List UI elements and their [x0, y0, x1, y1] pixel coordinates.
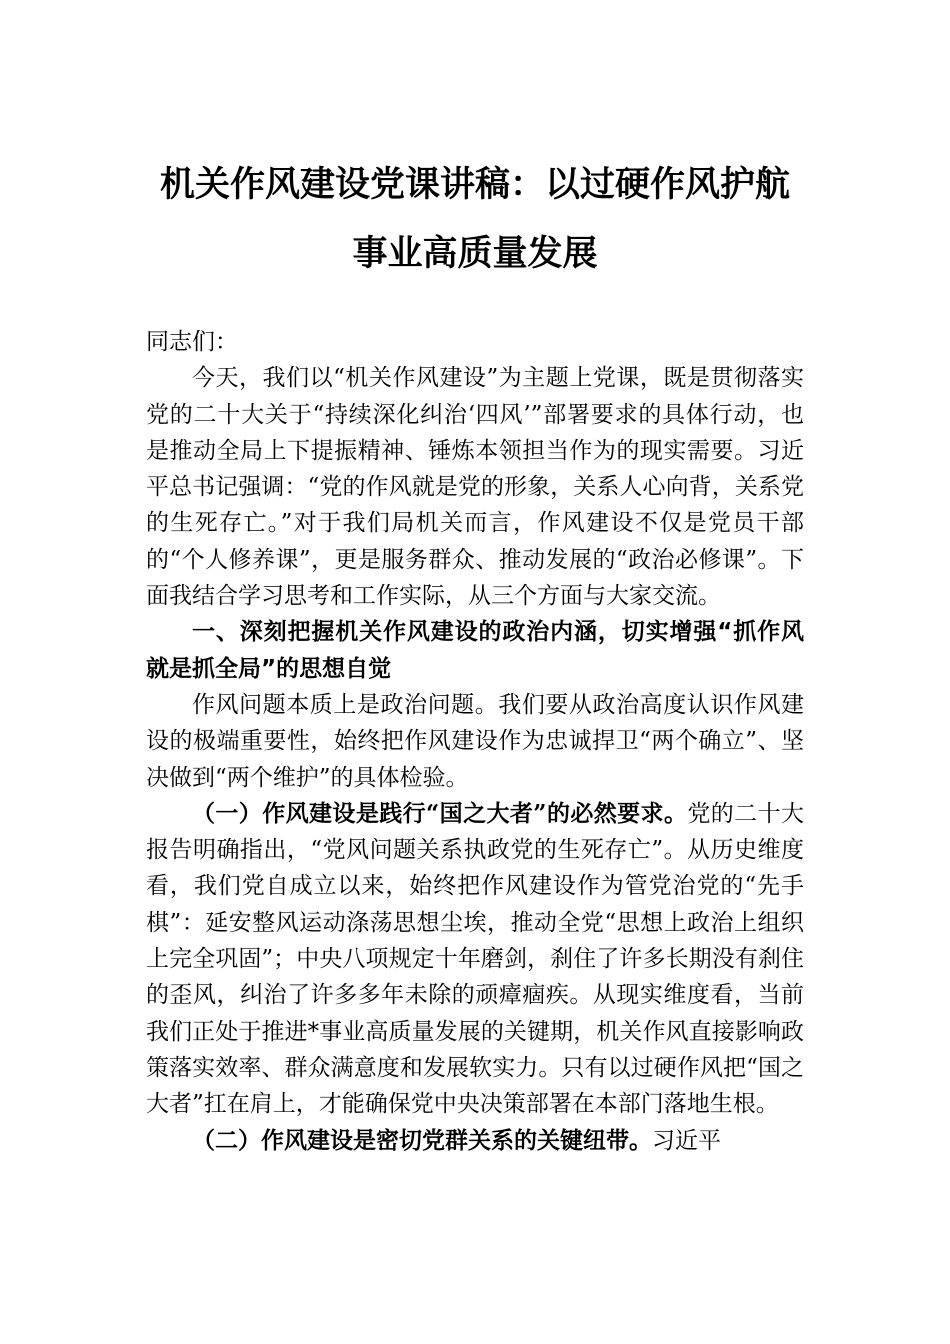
subsection-2-paragraph	[146, 1123, 804, 1159]
salutation: 同志们：	[146, 329, 238, 355]
document-title-line-1: 机关作风建设党课讲稿：以过硬作风护航	[159, 164, 790, 205]
section-1-heading: 一、深刻把握机关作风建设的政治内涵，切实增强“抓作风就是抓全局”的思想自觉	[146, 619, 804, 682]
subsection-1-paragraph	[146, 796, 804, 1123]
subsection-2-text: 习近平	[652, 1127, 721, 1154]
intro-paragraph: 今天，我们以“机关作风建设”为主题上党课，既是贯彻落实党的二十大关于“持续深化纠治‘四风’”部署要求的具体行动，也是推动全局上下提振精神、锤炼本领担当作为的现实需要。习近平总书记强调：“党的作风就是党的形象，关系人心向背，关系党的生死存亡。”对于我们局机关而言，作风建设不仅是党员干部的“个人修养课”，更是服务群众、推动发展的“政治必修课”。下面我结合学习思考和工作实际，从三个方面与大家交流。	[146, 365, 804, 610]
subsection-1-text: 党的二十大报告明确指出，“党风问题关系执政党的生死存亡”。从历史维度看，我们党自成立以来，始终把作风建设作为管党治党的“先手棋”：延安整风运动涤荡思想尘埃，推动全党“思想上政治上组织上完全巩固”；中央八项规定十年磨剑，刹住了许多长期没有刹住的歪风，纠治了许多多年未除的顽瘴痼疾。从现实维度看，当前我们正处于推进*事业高质量发展的关键期，机关作风直接影响政策落实效率、群众满意度和发展软实力。只有以过硬作风把“国之大者”扛在肩上，才能确保党中央决策部署在本部门落地生根。	[146, 800, 804, 1118]
section-1-paragraph: 作风问题本质上是政治问题。我们要从政治高度认识作风建设的极端重要性，始终把作风建设作为忠诚捍卫“两个确立”、坚决做到“两个维护”的具体检验。	[146, 691, 804, 791]
document-body	[146, 324, 804, 1159]
document-title-line-2: 事业高质量发展	[352, 233, 598, 274]
subsection-1-heading: （一）作风建设是践行“国之大者”的必然要求。	[192, 799, 688, 827]
subsection-2-heading: （二）作风建设是密切党群关系的关键纽带。	[192, 1126, 652, 1154]
